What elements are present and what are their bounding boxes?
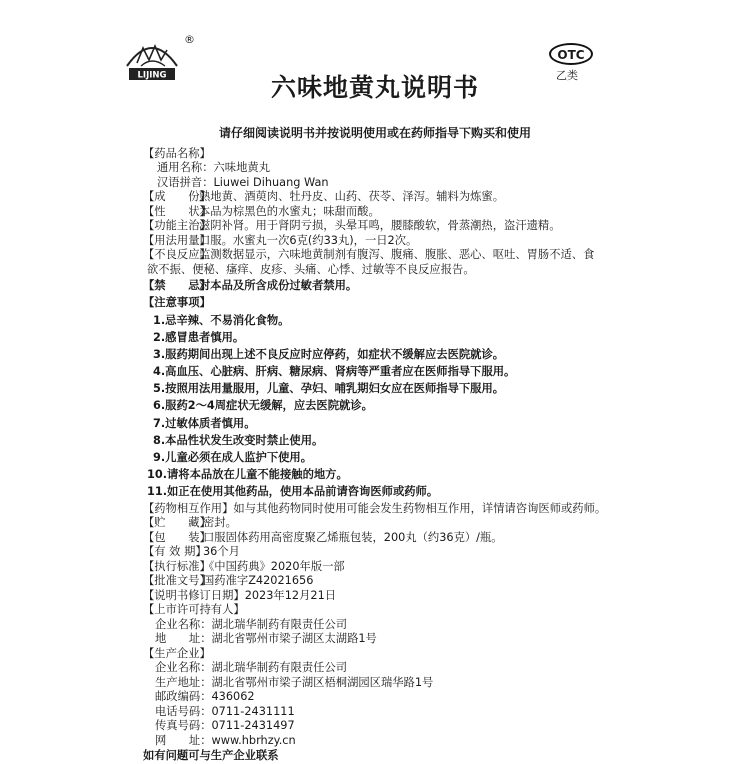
footer-contact-note: 如有问题可与生产企业联系 <box>143 749 279 763</box>
precaution-item: 1.忌辛辣、不易消化食物。 <box>153 313 290 327</box>
adverse-row-cont: 欲不振、便秘、瘙痒、皮疹、头痛、心悸、过敏等不良反应报告。 <box>147 262 475 276</box>
precaution-item: 9.儿童必须在成人监护下使用。 <box>153 451 313 465</box>
mfr-web-row: 网 址：www.hbrhzy.cn <box>155 733 296 747</box>
interactions-row: 【药物相互作用】如与其他药物同时使用可能会发生药物相互作用，详情请咨询医师或药师。 <box>143 501 607 515</box>
mfr-fax-row: 传真号码：0711-2431497 <box>155 719 295 733</box>
precautions-heading: 【注意事项】 <box>143 296 211 310</box>
precaution-item: 3.服药期间出现上述不良反应时应停药，如症状不缓解应去医院就诊。 <box>153 347 505 361</box>
precaution-item: 5.按照用法用量服用，儿童、孕妇、哺乳期妇女应在医师指导下服用。 <box>153 382 505 396</box>
drug-name-heading: 【药品名称】 <box>143 147 211 160</box>
revision-row: 【说明书修订日期】2023年12月21日 <box>143 588 337 602</box>
logo-text: LIJING <box>137 70 167 81</box>
standard-row: 【执行标准】《中国药典》2020年版一部 <box>143 559 345 573</box>
precaution-item: 2.感冒患者慎用。 <box>153 330 245 344</box>
package-row: 【包 装】口服固体药用高密度聚乙烯瓶包装，200丸（约36克）/瓶。 <box>143 530 503 544</box>
precaution-item: 4.高血压、心脏病、肝病、糖尿病、肾病等严重者应在医师指导下服用。 <box>153 365 516 379</box>
mfr-company-row: 企业名称：湖北瑞华制药有限责任公司 <box>155 661 348 675</box>
approval-row: 【批准文号】国药准字Z42021656 <box>143 574 314 588</box>
precaution-item: 11.如正在使用其他药品，使用本品前请咨询医师或药师。 <box>147 485 439 499</box>
common-name-row: 通用名称：六味地黄丸 <box>157 161 270 175</box>
precaution-item: 10.请将本品放在儿童不能接触的地方。 <box>147 468 348 482</box>
registered-mark: ® <box>184 33 195 46</box>
storage-row: 【贮 藏】密封。 <box>143 516 237 530</box>
page-title: 六味地黄丸说明书 <box>270 73 479 102</box>
mah-address-row: 地 址：湖北省鄂州市梁子湖区太湖路1号 <box>155 632 377 646</box>
precaution-item: 8.本品性状发生改变时禁止使用。 <box>153 433 324 447</box>
mfr-phone-row: 电话号码：0711-2431111 <box>155 704 295 718</box>
contraindications-row: 【禁 忌】对本品及所含成份过敏者禁用。 <box>143 279 358 293</box>
usage-notice: 请仔细阅读说明书并按说明使用或在药师指导下购买和使用 <box>218 126 531 140</box>
ingredients-row: 【成 份】熟地黄、酒萸肉、牡丹皮、山药、茯苓、泽泻。辅料为炼蜜。 <box>143 190 505 204</box>
precaution-item: 6.服药2～4周症状无缓解，应去医院就诊。 <box>153 399 373 413</box>
mah-company-row: 企业名称：湖北瑞华制药有限责任公司 <box>155 617 348 631</box>
validity-row: 【有 效 期】36个月 <box>143 545 240 559</box>
otc-badge: OTC <box>549 43 593 65</box>
indications-row: 【功能主治】滋阴补肾。用于肾阴亏损，头晕耳鸣，腰膝酸软，骨蒸潮热，盗汗遗精。 <box>143 219 561 233</box>
mah-heading: 【上市许可持有人】 <box>143 603 245 617</box>
otc-category: 乙类 <box>556 69 578 82</box>
pinyin-row: 汉语拼音：Liuwei Dihuang Wan <box>157 175 329 189</box>
precaution-item: 7.过敏体质者慎用。 <box>153 416 256 430</box>
appearance-row: 【性 状】本品为棕黑色的水蜜丸；味甜而酸。 <box>143 204 380 218</box>
dosage-row: 【用法用量】口服。水蜜丸一次6克(约33丸)，一日2次。 <box>143 233 418 247</box>
manufacturer-heading: 【生产企业】 <box>143 646 211 660</box>
adverse-row: 【不良反应】监测数据显示，六味地黄制剂有腹泻、腹痛、腹胀、恶心、呕吐、胃肠不适、食 <box>143 248 595 262</box>
mfr-address-row: 生产地址：湖北省鄂州市梁子湖区梧桐湖园区瑞华路1号 <box>155 675 434 689</box>
mfr-zip-row: 邮政编码：436062 <box>155 690 255 704</box>
